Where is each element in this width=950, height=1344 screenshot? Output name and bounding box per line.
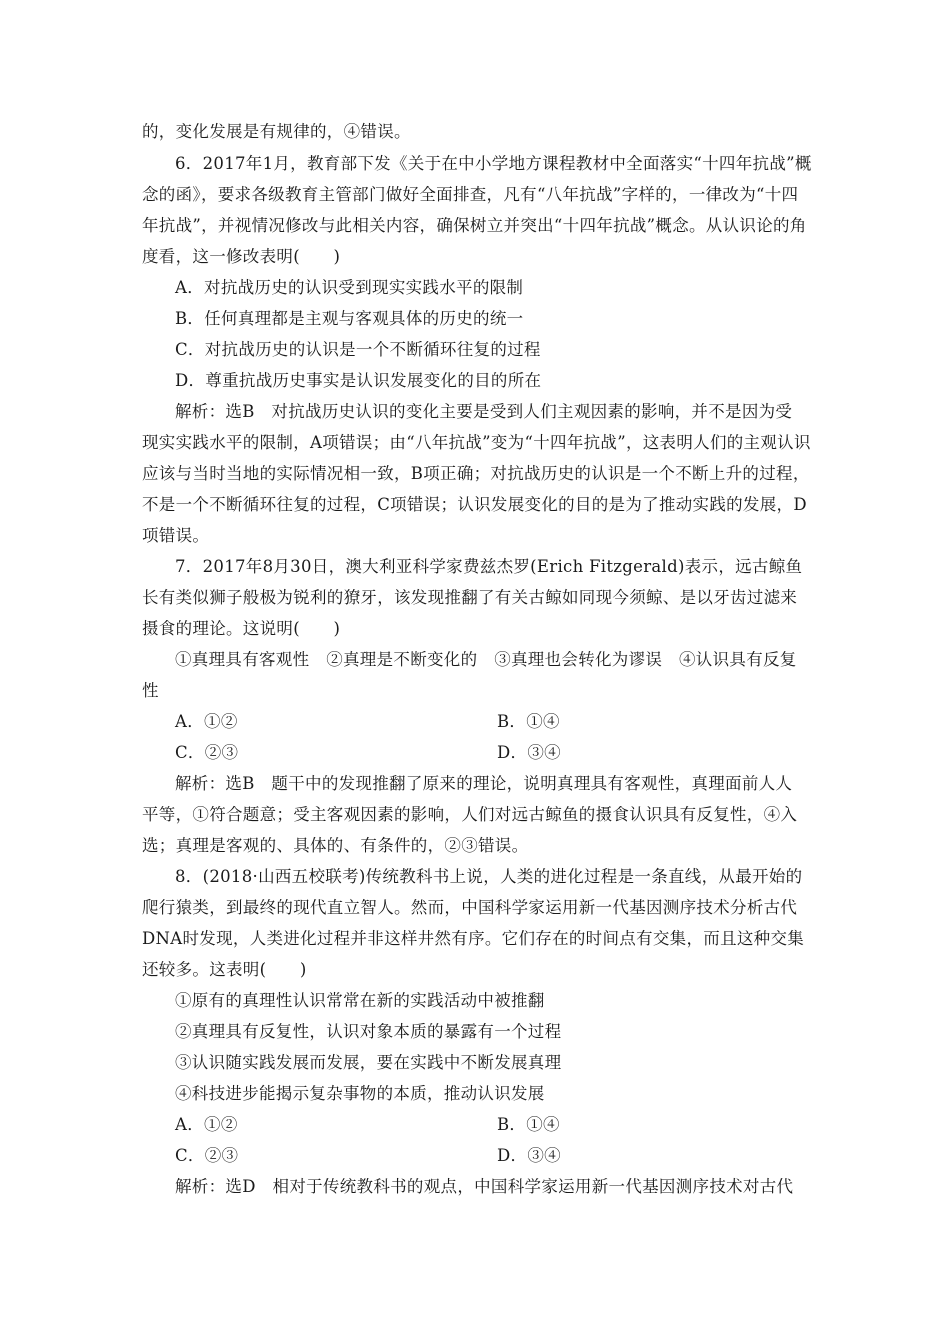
text-line: 应该与当时当地的实际情况相一致，B项正确；对抗战历史的认识是一个不断上升的过程，: [142, 464, 810, 483]
option-c: C．对抗战历史的认识是一个不断循环往复的过程: [175, 340, 541, 359]
text-line: 度看，这一修改表明( ): [142, 247, 341, 266]
analysis-7: 解析：选B 题干中的发现推翻了原来的理论，说明真理具有客观性，真理面前人人: [175, 774, 793, 793]
statement-1: ①原有的真理性认识常常在新的实践活动中被推翻: [175, 991, 545, 1010]
option-c: C．②③: [175, 743, 239, 762]
text-line: 年抗战”，并视情况修改与此相关内容，确保树立并突出“十四年抗战”概念。从认识论的角: [142, 216, 807, 235]
statements-7: ①真理具有客观性 ②真理是不断变化的 ③真理也会转化为谬误 ④认识具有反复: [175, 650, 797, 669]
option-b: B．①④: [497, 1115, 560, 1134]
option-c: C．②③: [175, 1146, 239, 1165]
statement-3: ③认识随实践发展而发展，要在实践中不断发展真理: [175, 1053, 562, 1072]
text-line: 性: [142, 681, 159, 700]
text-line: 爬行猿类，到最终的现代直立智人。然而，中国科学家运用新一代基因测序技术分析古代: [142, 898, 798, 917]
question-8-stem: 8．(2018·山西五校联考)传统教科书上说，人类的进化过程是一条直线，从最开始的: [175, 867, 803, 886]
text-line: 摄食的理论。这说明( ): [142, 619, 341, 638]
option-b: B．任何真理都是主观与客观具体的历史的统一: [175, 309, 524, 328]
option-a: A．①②: [175, 712, 238, 731]
option-d: D．尊重抗战历史事实是认识发展变化的目的所在: [175, 371, 542, 390]
analysis-8: 解析：选D 相对于传统教科书的观点，中国科学家运用新一代基因测序技术对古代: [175, 1177, 794, 1196]
option-d: D．③④: [497, 1146, 561, 1165]
text-line: 选；真理是客观的、具体的、有条件的，②③错误。: [142, 836, 529, 855]
text-line: 不是一个不断循环往复的过程，C项错误；认识发展变化的目的是为了推动实践的发展，D: [142, 495, 807, 514]
text-line: 平等，①符合题意；受主客观因素的影响，人们对远古鲸鱼的摄食认识具有反复性，④入: [142, 805, 798, 824]
option-d: D．③④: [497, 743, 561, 762]
text-line: 还较多。这表明( ): [142, 960, 307, 979]
question-6-stem: 6．2017年1月，教育部下发《关于在中小学地方课程教材中全面落实“十四年抗战”概: [175, 154, 812, 173]
option-b: B．①④: [497, 712, 560, 731]
analysis-6: 解析：选B 对抗战历史认识的变化主要是受到人们主观因素的影响，并不是因为受: [175, 402, 793, 421]
text-line: 念的函》，要求各级教育主管部门做好全面排查，凡有“八年抗战”字样的，一律改为“十四: [142, 185, 799, 204]
option-a: A．①②: [175, 1115, 238, 1134]
option-a: A．对抗战历史的认识受到现实实践水平的限制: [175, 278, 524, 297]
text-line: 项错误。: [142, 526, 210, 545]
text-line: DNA时发现，人类进化过程并非这样井然有序。它们存在的时间点有交集，而且这种交集: [142, 929, 805, 948]
question-7-stem: 7．2017年8月30日，澳大利亚科学家费兹杰罗(Erich Fitzgerald)表示，远古鲸鱼: [175, 557, 803, 576]
statement-2: ②真理具有反复性，认识对象本质的暴露有一个过程: [175, 1022, 562, 1041]
text-line: 的，变化发展是有规律的，④错误。: [142, 122, 411, 141]
text-line: 现实实践水平的限制，A项错误；由“八年抗战”变为“十四年抗战”，这表明人们的主观认识: [142, 433, 811, 452]
text-line: 长有类似狮子般极为锐利的獠牙，该发现推翻了有关古鲸如同现今须鲸、是以牙齿过滤来: [142, 588, 798, 607]
statement-4: ④科技进步能揭示复杂事物的本质，推动认识发展: [175, 1084, 545, 1103]
